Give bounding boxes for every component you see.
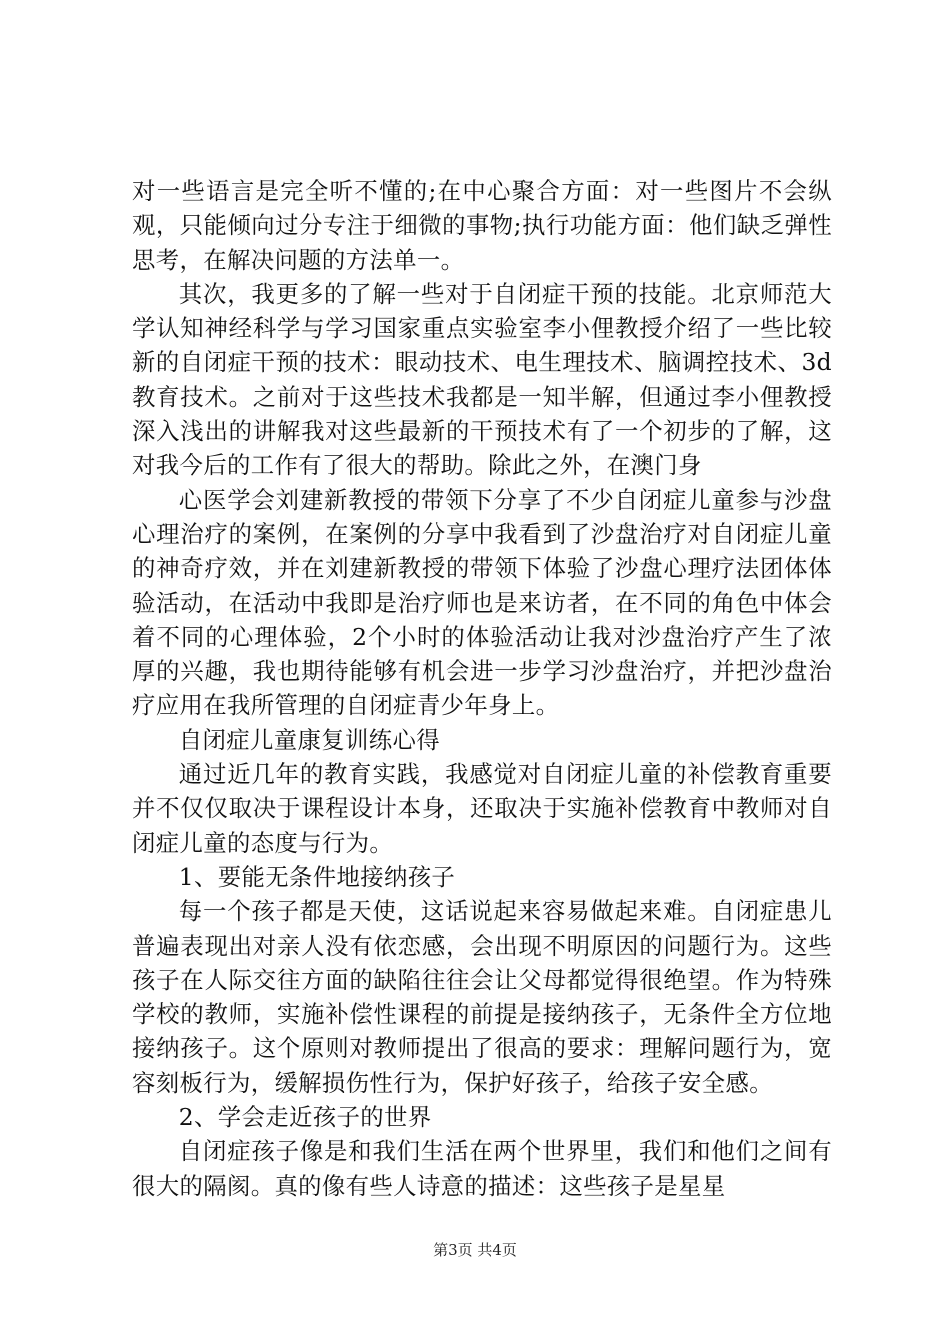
paragraph-2: 其次，我更多的了解一些对于自闭症干预的技能。北京师范大学认知神经科学与学习国家重点实验室李小俚教授介绍了一些比较新的自闭症干预的技术：眼动技术、电生理技术、脑调控技术、3d教育技术。之前对于这些技术我都是一知半解，但通过李小俚教授深入浅出的讲解我对这些最新的干预技术有了一个初步的了解，这对我今后的工作有了很大的帮助。除此之外，在澳门身 <box>132 279 832 480</box>
paragraph-9: 自闭症孩子像是和我们生活在两个世界里，我们和他们之间有很大的隔阂。真的像有些人诗意的描述：这些孩子是星星 <box>132 1137 832 1200</box>
paragraph-7: 每一个孩子都是天使，这话说起来容易做起来难。自闭症患儿普遍表现出对亲人没有依恋感，会出现不明原因的问题行为。这些孩子在人际交往方面的缺陷往往会让父母都觉得很绝望。作为特殊学校的教师，实施补偿性课程的前提是接纳孩子，无条件全方位地接纳孩子。这个原则对教师提出了很高的要求：理解问题行为，宽容刻板行为，缓解损伤性行为，保护好孩子，给孩子安全感。 <box>132 897 832 1097</box>
paragraph-5: 通过近几年的教育实践，我感觉对自闭症儿童的补偿教育重要并不仅仅取决于课程设计本身，还取决于实施补偿教育中教师对自闭症儿童的态度与行为。 <box>132 760 832 857</box>
page-number-label: 第3页 共4页 <box>433 1241 517 1259</box>
subheading-1: 1、要能无条件地接纳孩子 <box>178 862 456 891</box>
paragraph-3: 心医学会刘建新教授的带领下分享了不少自闭症儿童参与沙盘心理治疗的案例，在案例的分享中我看到了沙盘治疗对自闭症儿童的神奇疗效，并在刘建新教授的带领下体验了沙盘心理疗法团体体验活动，在活动中我即是治疗师也是来访者，在不同的角色中体会着不同的心理体验，2个小时的体验活动让我对沙盘治疗产生了浓厚的兴趣，我也期待能够有机会进一步学习沙盘治疗，并把沙盘治疗应用在我所管理的自闭症青少年身上。 <box>132 485 832 720</box>
subheading-2: 2、学会走近孩子的世界 <box>178 1103 432 1132</box>
paragraph-1: 对一些语言是完全听不懂的;在中心聚合方面：对一些图片不会纵观，只能倾向过分专注于细微的事物;执行功能方面：他们缺乏弹性思考，在解决问题的方法单一。 <box>132 177 832 274</box>
section-heading: 自闭症儿童康复训练心得 <box>178 725 440 754</box>
page-footer <box>0 1240 950 1260</box>
document-body <box>132 174 832 1203</box>
